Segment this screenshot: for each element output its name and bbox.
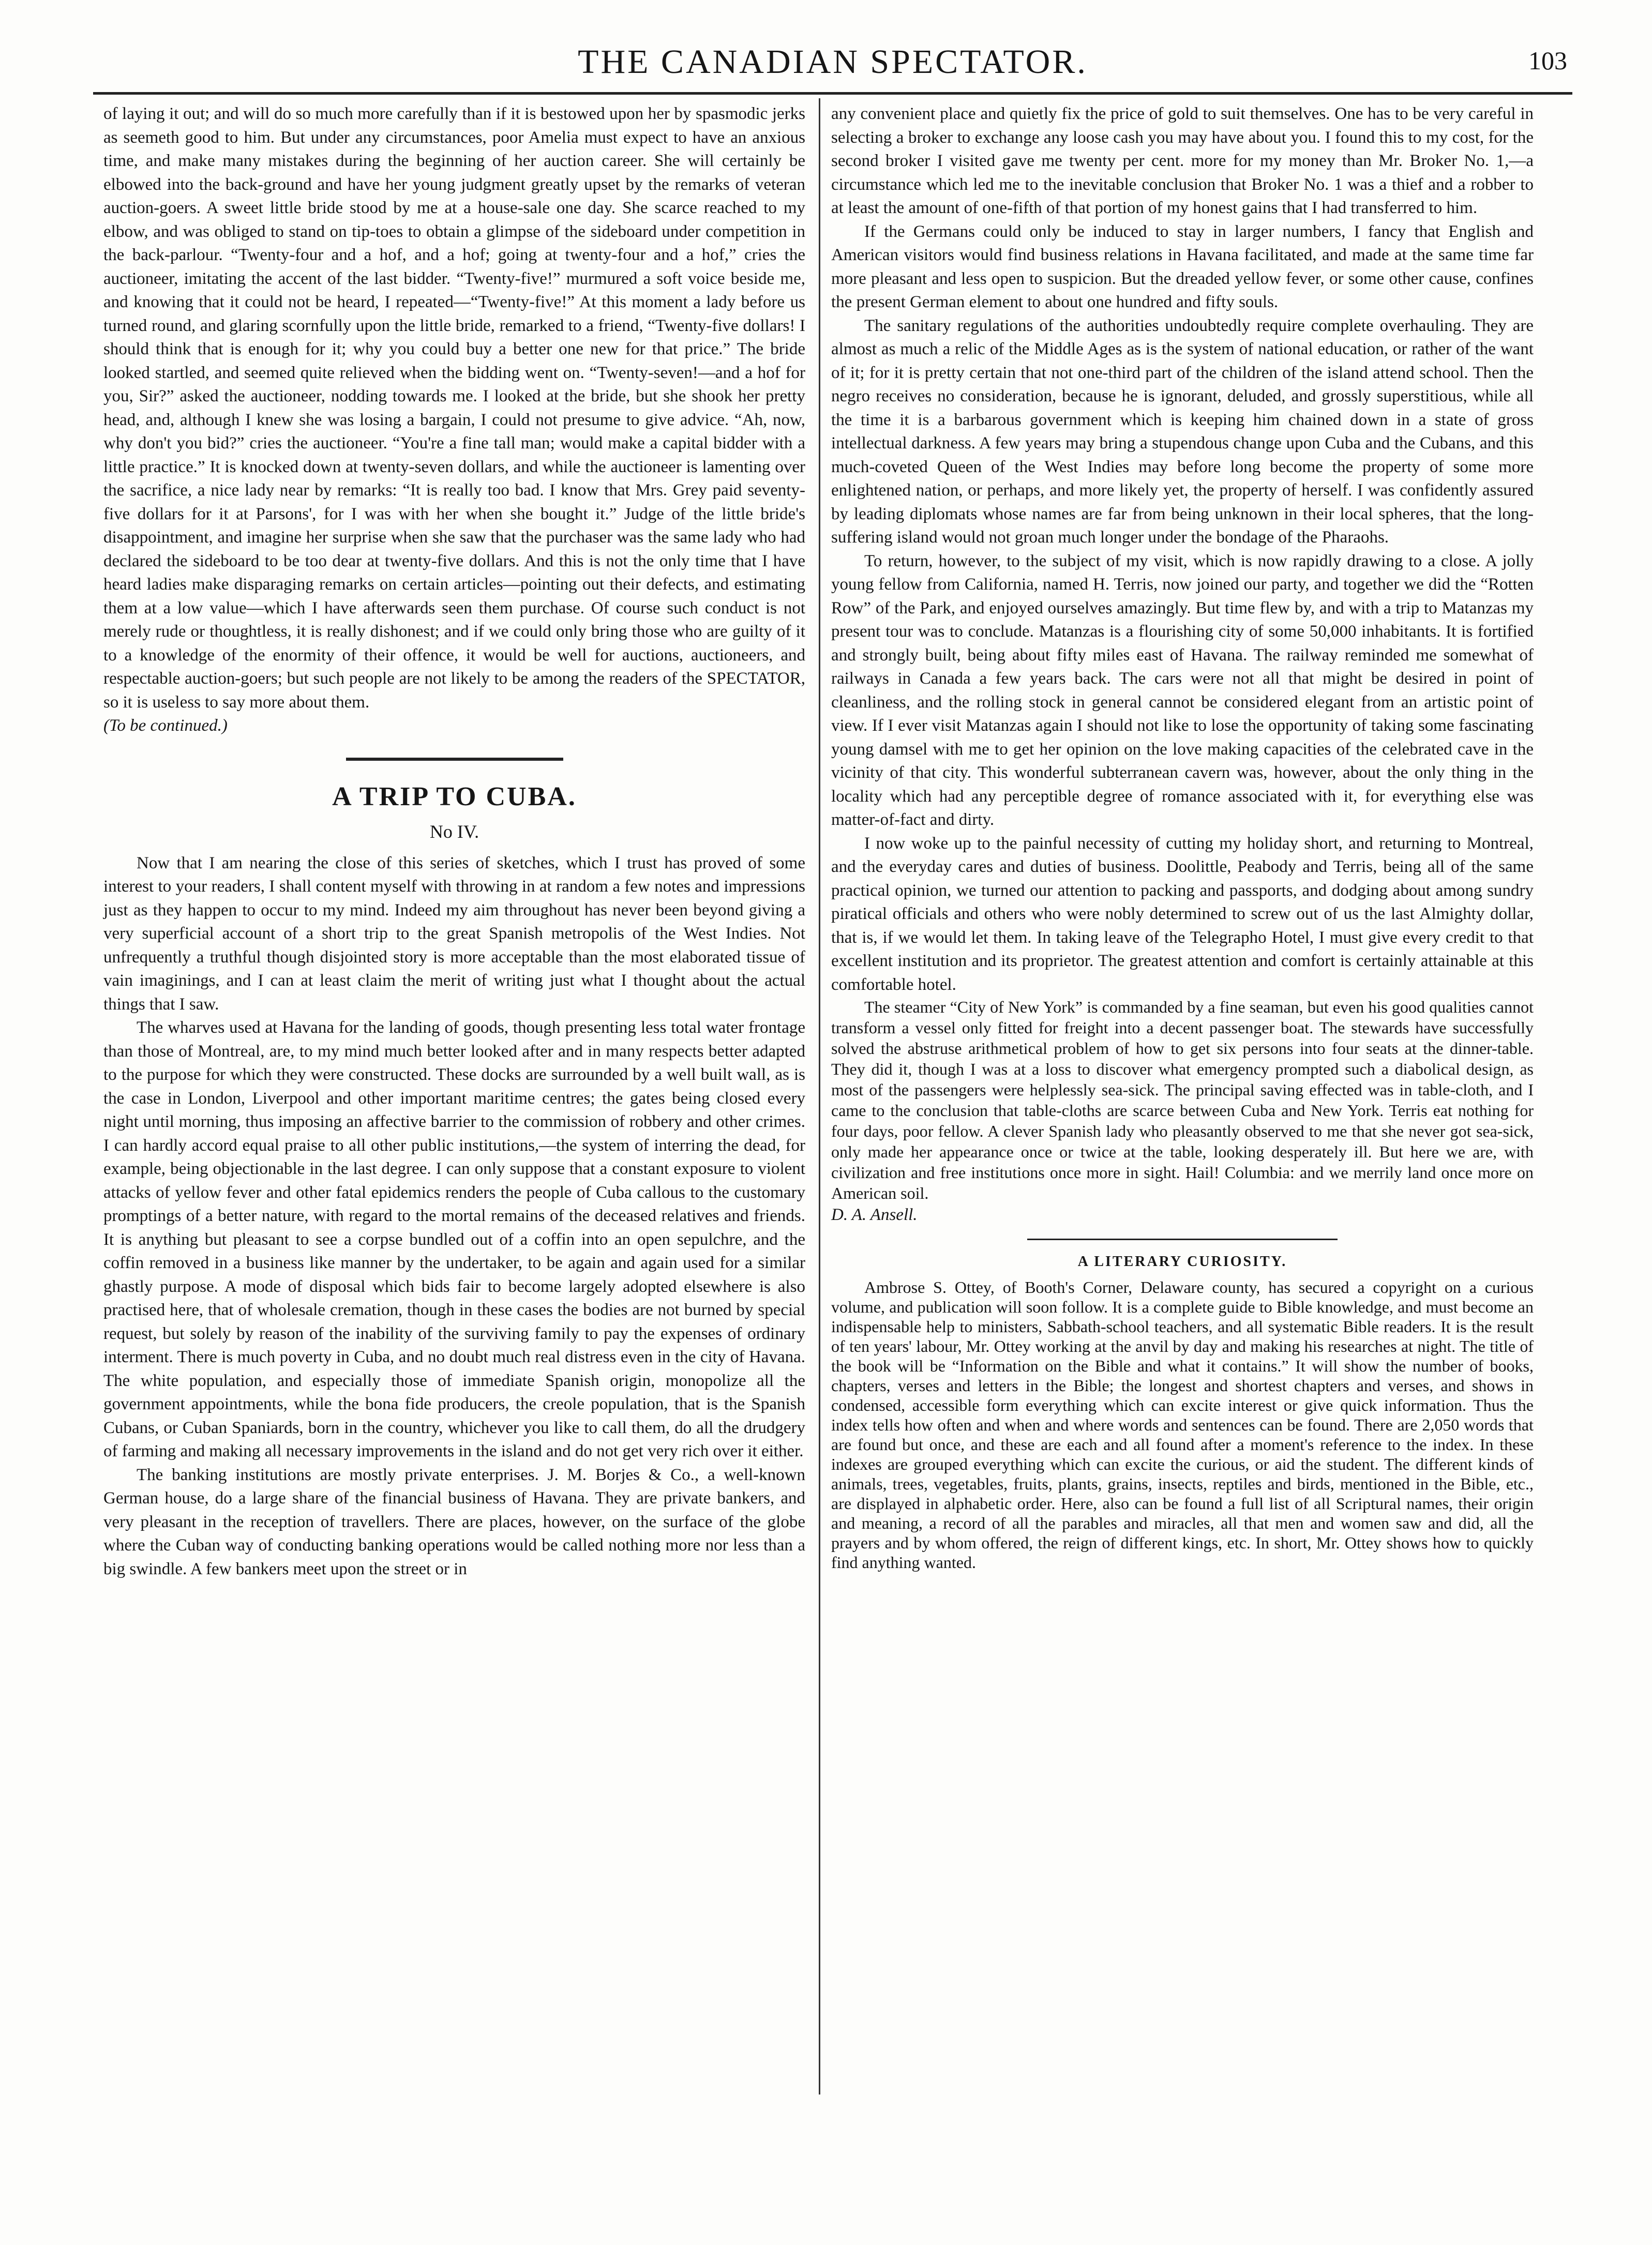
article-paragraph: Now that I am nearing the close of this series of sketches, which I trust has proved of some interest to your readers, I shall content myself with throwing in at random a few notes and impressions just as they happen to occur to my mind. Indeed my aim throughout has never been beyond giving a very superficial account of a short trip to the great Spanish metropolis of the West Indies. Not unfrequently a truthful though disjointed story is more acceptable than the most elaborated tissue of vain imaginings, and I can at least claim the merit of writing just what I thought about the actual things that I saw. bbox=[103, 853, 805, 1014]
article-paragraph: The sanitary regulations of the authorities undoubtedly require complete overhauling. They are almost as much a relic of the Middle Ages as is the system of national education, or rather of the want of it; for it is pretty certain that not one-third part of the children of the island attend school. Then the negro receives no consideration, because he is ignorant, deluded, and grossly superstitious, while all the time it is a barbarous government which is keeping him chained down in a state of gross intellectual darkness. A few years may bring a stupendous change upon Cuba and the Cubans, and this much-coveted Queen of the West Indies may before long become the property of some more enlightened nation, or perhaps, and more likely yet, the property of herself. I was confidently assured by leading diplomats whose names are far from being unknown in their local spheres, that the long-suffering island would not groan much longer under the bondage of the Pharaohs. bbox=[831, 316, 1534, 547]
masthead-rule bbox=[93, 92, 1572, 95]
continued-article-text: of laying it out; and will do so much more carefully than if it is bestowed upon her by spasmodic jerks as seemeth good to him. But under any circumstances, poor Amelia must expect to have an anxious time, and make many mistakes during the beginning of her auction career. She will certainly be elbowed into the back-ground and have her young judgment greatly upset by the remarks of veteran auction-goers. A sweet little bride stood by me at a house-sale one day. She scarce reached to my elbow, and was obliged to stand on tip-toes to obtain a glimpse of the sideboard under competition in the back-parlour. “Twenty-four and a hof, and a hof; going at twenty-four and a hof,” cries the auctioneer, imitating the accent of the last bidder. “Twenty-five!” murmured a soft voice beside me, and knowing that it could not be heard, I repeated—“Twenty-five!” At this moment a lady before us turned round, and glaring scornfully upon the little bride, remarked to a friend, “Twenty-five dollars! I should think that is enough for it; why you could buy a better one new for that price.” The bride looked startled, and seemed quite relieved when the bidding went on. “Twenty-seven!—and a hof for you, Sir?” asked the auctioneer, nodding towards me. I looked at the bride, but she shook her pretty head, and, although I knew she was losing a bargain, I could not presume to give advice. “Ah, now, why don't you bid?” cries the auctioneer. “You're a fine tall man; would make a capital bidder with a little practice.” It is knocked down at twenty-seven dollars, and while the auctioneer is lamenting over the sacrifice, a nice lady near by remarks: “It is really too bad. I know that Mrs. Grey paid seventy-five dollars for it at Parsons', for I was with her when she bought it.” Judge of the little bride's disappointment, and imagine her surprise when she saw that the purchaser was the same lady who had declared the sideboard to be too dear at twenty-five dollars. And this is not the only time that I have heard ladies make disparaging remarks on certain articles—pointing out their defects, and estimating them at a low value—which I have afterwards seen them purchase. Of course such conduct is not merely rude or thoughtless, it is really dishonest; and if we could only bring those who are guilty of it to a knowledge of the enormity of their offence, it would be well for auctions, auctioneers, and respectable auction-goers; but such people are not likely to be among the readers of the SPECTATOR, so it is useless to say more about them. bbox=[103, 104, 805, 712]
article-paragraph: The wharves used at Havana for the landing of goods, though presenting less total water frontage than those of Montreal, are, to my mind much better looked after and in many respects better adapted to the purpose for which they were constructed. These docks are surrounded by a well built wall, as is the case in London, Liverpool and other important maritime centres; the gates being closed every night until morning, thus imposing an affective barrier to the commission of robbery and other crimes. I can hardly accord equal praise to all other public institutions,—the system of interring the dead, for example, being objectionable in the last degree. I can only suppose that a constant exposure to violent attacks of yellow fever and other fatal epidemics renders the people of Cuba callous to the customary promptings of a better nature, with regard to the mortal remains of the deceased relatives and friends. It is anything but pleasant to see a corpse bundled out of a coffin into an open sepulchre, and the coffin removed in a business like manner by the undertaker, to be again and again used for a similar ghastly purpose. A mode of disposal which bids fair to become largely adopted elsewhere is also practised here, that of wholesale cremation, though in these cases the bodies are not burned by special request, but solely by reason of the inability of the surviving family to pay the expenses of ordinary interment. There is much poverty in Cuba, and no doubt much real distress even in the city of Havana. The white population, and especially those of immediate Spanish origin, monopolize all the government appointments, while the bona fide producers, the creole population, that is the Spanish Cubans, or Cuban Spaniards, born in the country, whichever you like to call them, do all the drudgery of farming and making all necessary improvements in the island and do not get very rich over it either. bbox=[103, 1018, 805, 1460]
article-separator bbox=[1027, 1239, 1338, 1240]
article-paragraph: The steamer “City of New York” is commanded by a fine seaman, but even his good qualities cannot transform a vessel only fitted for freight into a decent passenger boat. The stewards have successfully solved the abstruse arithmetical problem of how to get six persons into four seats at the dinner-table. They did it, though I was at a loss to discover what emergency prompted such a diabolical design, as most of the passengers were helplessly sea-sick. The principal saving effected was in table-cloth, and I came to the conclusion that table-cloths are scarce between Cuba and New York. Terris eat nothing for four days, poor fellow. A clever Spanish lady who pleasantly observed to me that she never got sea-sick, only made her appearance once or twice at the table, looking desperately ill. But here we are, with civilization and free institutions once more in sight. Hail! Columbia: and we merrily land once more on American soil. bbox=[831, 998, 1534, 1202]
article-paragraph: I now woke up to the painful necessity of cutting my holiday short, and returning to Montreal, and the everyday cares and duties of business. Doolittle, Peabody and Terris, being all of the same practical opinion, we turned our attention to packing and passports, and dodging about among sundry piratical officials and others who were nobly determined to screw out of us the last Almighty dollar, that is, if we would let them. In taking leave of the Telegrapho Hotel, I must give every credit to that excellent institution and its proprietor. The greatest attention and comfort is certainly attainable at this comfortable hotel. bbox=[831, 834, 1534, 994]
second-article-paragraph: Ambrose S. Ottey, of Booth's Corner, Delaware county, has secured a copyright on a curious volume, and publication will soon follow. It is a complete guide to Bible knowledge, and must become an indispensable help to ministers, Sabbath-school teachers, and all systematic Bible readers. It is the result of ten years' labour, Mr. Ottey working at the anvil by day and making his researches at night. The title of the book will be “Information on the Bible and what it contains.” It will show the number of books, chapters, verses and letters in the Bible; the longest and shortest chapters and verses, and shows in condensed, accessible form everything which can excite interest or give quick information. Thus the index tells how often and when and where words and sentences can be found. There are 2,050 words that are found but once, and these are each and all found after a moment's reference to the index. In these indexes are grouped everything which can excite the curious, or aid the student. The different kinds of animals, trees, vegetables, fruits, plants, grains, insects, reptiles and birds, mentioned in the Bible, etc., are displayed in alphabetic order. Here, also can be found a full list of all Scriptural names, their origin and meaning, a record of all the parables and miracles, all that men and women saw and did, all the prayers and by whom offered, the reign of different kings, etc. In short, Mr. Ottey shows how to quickly find anything wanted. bbox=[831, 1277, 1534, 1572]
article-paragraph: To return, however, to the subject of my visit, which is now rapidly drawing to a close. A jolly young fellow from California, named H. Terris, now joined our party, and together we did the “Rotten Row” of the Park, and enjoyed ourselves amazingly. But time flew by, and with a trip to Matanzas my present tour was to conclude. Matanzas is a flourishing city of some 50,000 inhabitants. It is fortified and strongly built, being about fifty miles east of Havana. The railway reminded me somewhat of railways in Canada a few years back. The cars were not all that might be desired in point of cleanliness, and the rolling stock in general cannot be considered elegant from an artistic point of view. If I ever visit Matanzas again I should not like to lose the opportunity of taking some fascinating young damsel with me to get her opinion on the love making capacities of the celebrated cave in the vicinity of that city. This wonderful subterranean cavern was, however, about the only thing in the locality which had any perceptible degree of romance associated with it, for everything else was matter-of-fact and dirty. bbox=[831, 551, 1534, 829]
article-subtitle: No IV. bbox=[429, 821, 479, 842]
second-article-title: A LITERARY CURIOSITY. bbox=[1077, 1253, 1287, 1270]
author-signature: D. A. Ansell. bbox=[831, 1206, 918, 1224]
article-paragraph: The banking institutions are mostly private enterprises. J. M. Borjes & Co., a well-known German house, do a large share of the financial business of Havana. They are private bankers, and very pleasant in the reception of travellers. There are places, however, on the surface of the globe where the Cuban way of conducting banking operations would be called nothing more nor less than a big swindle. A few bankers meet upon the street or in bbox=[103, 1465, 805, 1578]
article-paragraph: If the Germans could only be induced to stay in larger numbers, I fancy that English and American visitors would find business relations in Havana facilitated, and made at the same time far more pleasant and less open to suspicion. But the dreaded yellow fever, or some other cause, confines the present German element to about one hundred and fifty souls. bbox=[831, 222, 1534, 311]
page-number: 103 bbox=[1528, 46, 1567, 75]
column-divider bbox=[819, 98, 820, 2095]
publication-title: THE CANADIAN SPECTATOR. bbox=[578, 43, 1088, 81]
article-paragraph: any convenient place and quietly fix the price of gold to suit themselves. One has to be very careful in selecting a broker to exchange any loose cash you may have about you. I found this to my cost, for the second broker I visited gave me twenty per cent. more for my money than Mr. Broker No. 1,—a circumstance which led me to the inevitable conclusion that Broker No. 1 was a thief and a robber to at least the amount of one-fifth of that portion of my honest gains that I had transferred to him. bbox=[831, 104, 1534, 217]
right-column bbox=[831, 102, 1534, 1572]
left-column bbox=[103, 102, 805, 1581]
continued-note: (To be continued.) bbox=[103, 716, 228, 735]
article-separator bbox=[346, 758, 563, 761]
masthead bbox=[93, 31, 1572, 93]
article-title: A TRIP TO CUBA. bbox=[332, 781, 577, 811]
